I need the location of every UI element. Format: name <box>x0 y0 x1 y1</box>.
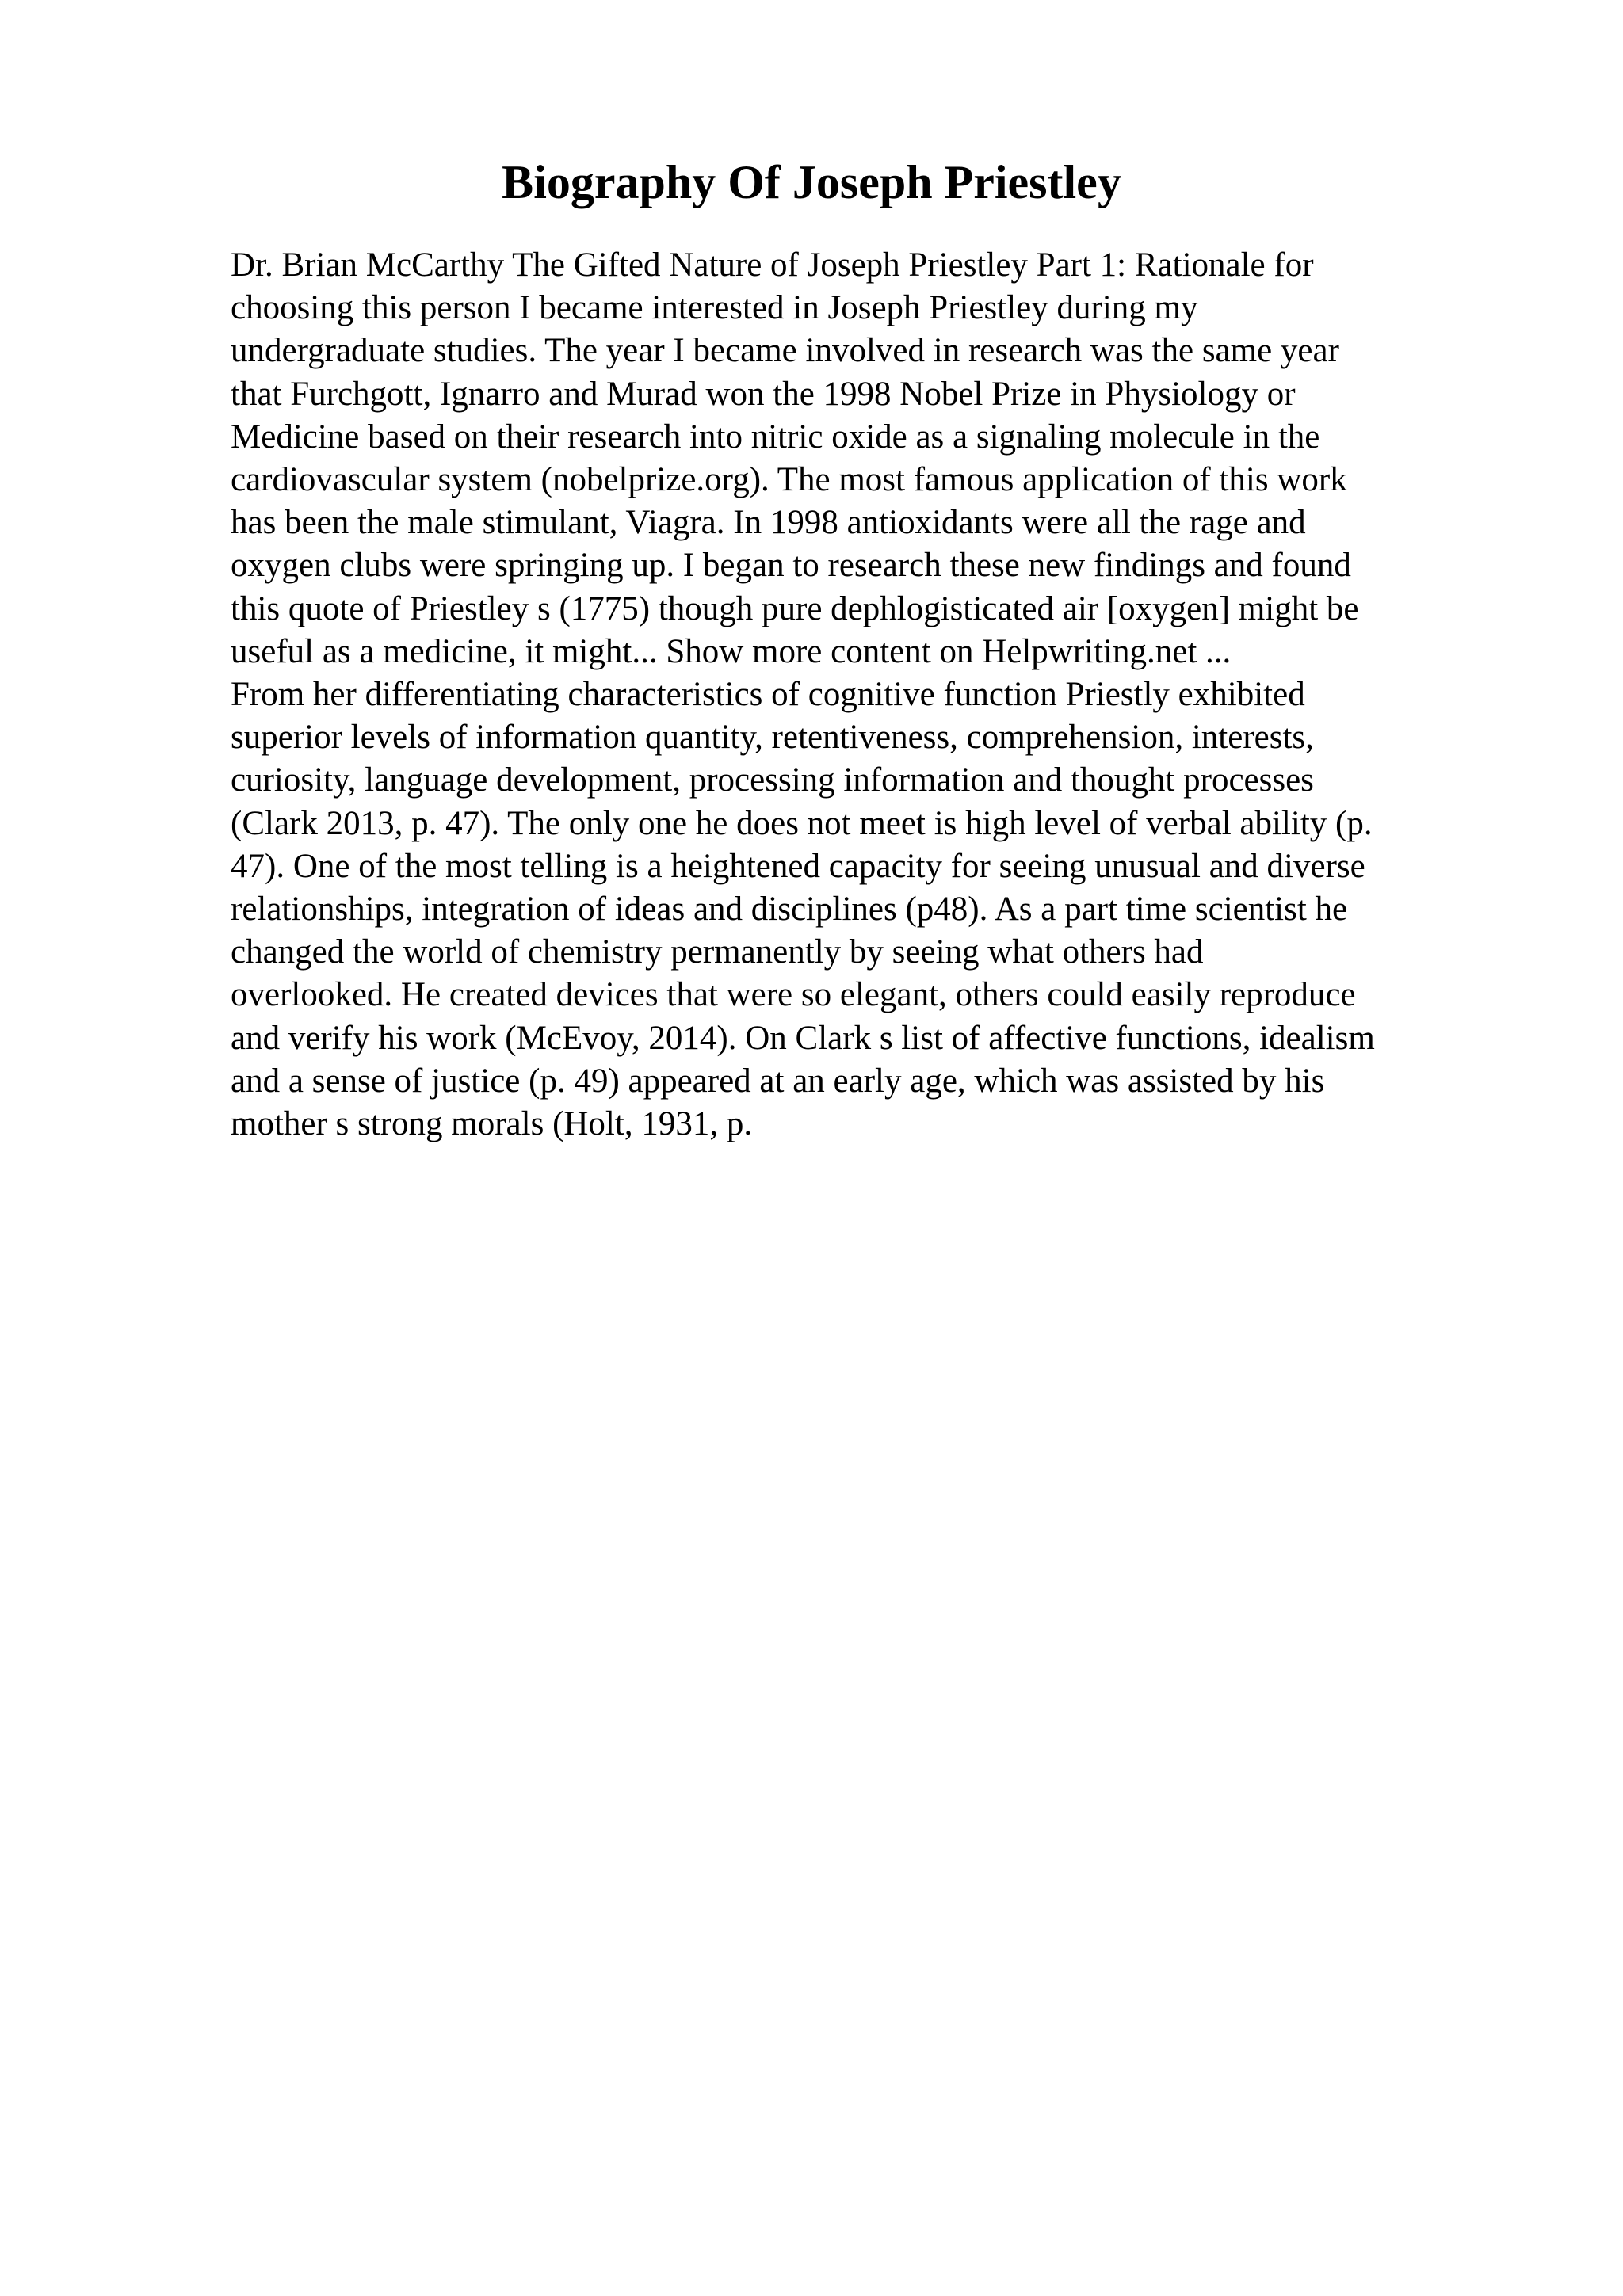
body-line: this quote of Priestley s (1775) though pure dephlogisticated air [oxygen] might be <box>231 589 1359 627</box>
body-line: oxygen clubs were springing up. I began to research these new findings and found <box>231 547 1351 585</box>
body-line: (Clark 2013, p. 47). The only one he does not meet is high level of verbal ability (p. <box>231 804 1373 842</box>
body-line: choosing this person I became interested in Joseph Priestley during my <box>231 289 1198 327</box>
body-line: Medicine based on their research into nitric oxide as a signaling molecule in the <box>231 418 1320 456</box>
body-line: that Furchgott, Ignarro and Murad won the 1998 Nobel Prize in Physiology or <box>231 375 1296 413</box>
body-line: useful as a medicine, it might... Show more content on Helpwriting.net ... <box>231 632 1232 670</box>
body-line: relationships, integration of ideas and disciplines (p48). As a part time scientist he <box>231 891 1348 929</box>
body-line: cardiovascular system (nobelprize.org). The most famous application of this work <box>231 461 1347 499</box>
body-line: changed the world of chemistry permanently by seeing what others had <box>231 933 1204 971</box>
body-line: and verify his work (McEvoy, 2014). On Clark s list of affective functions, idealism <box>231 1019 1375 1057</box>
body-line: 47). One of the most telling is a heightened capacity for seeing unusual and diverse <box>231 847 1365 885</box>
body-line: superior levels of information quantity, retentiveness, comprehension, interests, <box>231 719 1314 757</box>
body-line: undergraduate studies. The year I became involved in research was the same year <box>231 332 1339 370</box>
document-body <box>231 244 1375 1146</box>
body-line: Dr. Brian McCarthy The Gifted Nature of Joseph Priestley Part 1: Rationale for <box>231 246 1314 284</box>
body-line: overlooked. He created devices that were so elegant, others could easily reproduce <box>231 976 1356 1014</box>
body-line: has been the male stimulant, Viagra. In 1998 antioxidants were all the rage and <box>231 504 1306 542</box>
document-title: Biography Of Joseph Priestley <box>502 156 1121 208</box>
body-line: mother s strong morals (Holt, 1931, p. <box>231 1105 753 1143</box>
body-line: curiosity, language development, processing information and thought processes <box>231 761 1314 799</box>
body-line: and a sense of justice (p. 49) appeared at an early age, which was assisted by his <box>231 1062 1325 1100</box>
body-line: From her differentiating characteristics of cognitive function Priestly exhibited <box>231 676 1305 714</box>
